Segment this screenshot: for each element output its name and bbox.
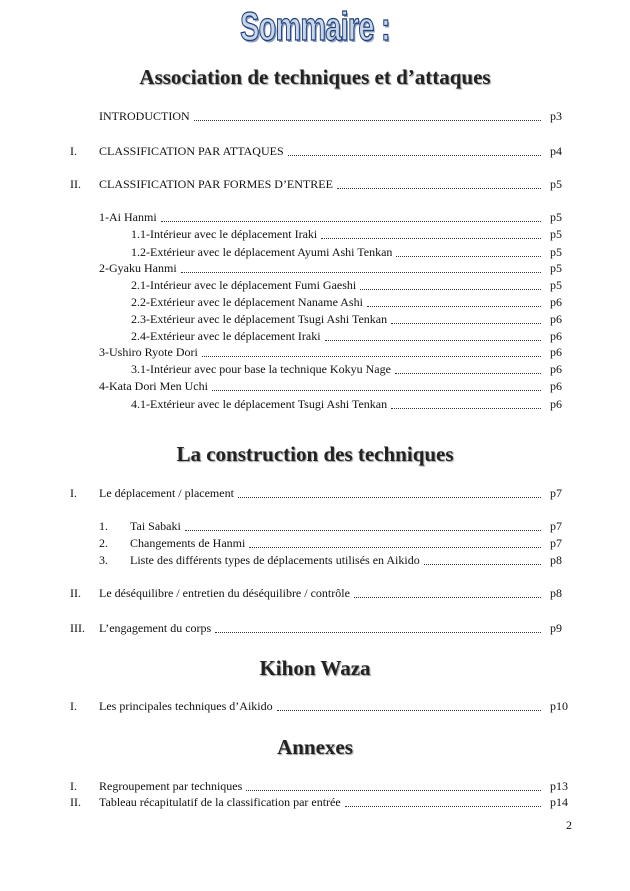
- toc-entry-page: p7: [550, 519, 562, 533]
- toc-entry-label: 1.1-Intérieur avec le déplacement Iraki: [131, 227, 318, 241]
- toc-leader-dots: [391, 408, 541, 409]
- toc-entry-label: L’engagement du corps: [99, 621, 212, 635]
- toc-entry-number: II.: [70, 795, 81, 809]
- toc-entry-page: p5: [550, 245, 562, 259]
- toc-entry-page: p6: [550, 312, 562, 326]
- toc-entry-label: 4-Kata Dori Men Uchi: [99, 379, 208, 393]
- section-heading-construction: La construction des techniques: [176, 442, 454, 466]
- toc-entry[interactable]: [0, 344, 630, 360]
- toc-entry-label: 3-Ushiro Ryote Dori: [99, 345, 198, 359]
- toc-leader-dots: [238, 497, 541, 498]
- toc-entry-page: p13: [550, 779, 568, 793]
- toc-leader-dots: [396, 256, 541, 257]
- toc-leader-dots: [202, 356, 541, 357]
- toc-entry-page: p7: [550, 486, 562, 500]
- toc-entry[interactable]: [0, 778, 630, 794]
- toc-leader-dots: [194, 120, 541, 121]
- toc-entry[interactable]: [0, 328, 630, 344]
- toc-entry-page: p10: [550, 699, 568, 713]
- toc-leader-dots: [424, 564, 541, 565]
- toc-entry-label: CLASSIFICATION PAR FORMES D’ENTREE: [99, 177, 333, 191]
- toc-entry[interactable]: [0, 535, 630, 551]
- toc-leader-dots: [395, 373, 541, 374]
- toc-entry-label: 1-Ai Hanmi: [99, 210, 157, 224]
- toc-entry[interactable]: [0, 518, 630, 534]
- toc-entry[interactable]: [0, 311, 630, 327]
- toc-entry[interactable]: [0, 260, 630, 276]
- toc-entry-label: 4.1-Extérieur avec le déplacement Tsugi Ashi Tenkan: [131, 397, 388, 411]
- toc-entry[interactable]: [0, 277, 630, 293]
- toc-entry-label: Liste des différents types de déplacements utilisés en Aikido: [130, 553, 420, 567]
- toc-leader-dots: [185, 530, 541, 531]
- toc-entry-label: 2.3-Extérieur avec le déplacement Tsugi Ashi Tenkan: [131, 312, 388, 326]
- toc-entry[interactable]: [0, 209, 630, 225]
- toc-entry-label: 2.1-Intérieur avec le déplacement Fumi Gaeshi: [131, 278, 357, 292]
- toc-entry-number: I.: [70, 699, 77, 713]
- toc-entry-label: 2.4-Extérieur avec le déplacement Iraki: [131, 329, 321, 343]
- toc-leader-dots: [337, 188, 541, 189]
- page-title: Sommaire :: [240, 5, 390, 49]
- toc-entry[interactable]: [0, 176, 630, 192]
- toc-entry-number: II.: [70, 177, 81, 191]
- toc-entry-page: p4: [550, 144, 562, 158]
- section-heading-kihon-waza: Kihon Waza: [259, 656, 371, 680]
- toc-leader-dots: [321, 238, 541, 239]
- toc-leader-dots: [215, 632, 541, 633]
- toc-entry[interactable]: [0, 396, 630, 412]
- toc-entry-number: 2.: [99, 536, 108, 550]
- toc-entry-number: 3.: [99, 553, 108, 567]
- toc-leader-dots: [354, 597, 541, 598]
- toc-leader-dots: [161, 221, 541, 222]
- toc-leader-dots: [345, 806, 541, 807]
- toc-entry[interactable]: [0, 378, 630, 394]
- toc-entry[interactable]: [0, 620, 630, 636]
- toc-entry[interactable]: [0, 244, 630, 260]
- toc-entry-label: 1.2-Extérieur avec le déplacement Ayumi Ashi Tenkan: [131, 245, 393, 259]
- toc-entry-page: p5: [550, 227, 562, 241]
- toc-entry[interactable]: [0, 485, 630, 501]
- toc-entry-page: p6: [550, 379, 562, 393]
- toc-leader-dots: [367, 306, 541, 307]
- toc-entry-page: p6: [550, 345, 562, 359]
- toc-entry-page: p8: [550, 553, 562, 567]
- toc-entry-number: I.: [70, 486, 77, 500]
- page-number: 2: [566, 818, 572, 832]
- toc-leader-dots: [277, 710, 541, 711]
- toc-entry[interactable]: [0, 226, 630, 242]
- toc-entry-number: I.: [70, 144, 77, 158]
- toc-entry-page: p5: [550, 210, 562, 224]
- toc-entry-page: p6: [550, 397, 562, 411]
- toc-leader-dots: [325, 340, 541, 341]
- toc-entry[interactable]: [0, 552, 630, 568]
- toc-entry-label: Le déplacement / placement: [99, 486, 234, 500]
- section-heading-annexes: Annexes: [277, 735, 353, 759]
- toc-entry-label: 2-Gyaku Hanmi: [99, 261, 177, 275]
- toc-entry[interactable]: [0, 294, 630, 310]
- toc-entry-number: 1.: [99, 519, 108, 533]
- toc-entry-label: 3.1-Intérieur avec pour base la technique Kokyu Nage: [131, 362, 391, 376]
- toc-entry[interactable]: [0, 108, 630, 124]
- toc-entry-page: p6: [550, 295, 562, 309]
- toc-entry-number: I.: [70, 779, 77, 793]
- toc-leader-dots: [360, 289, 541, 290]
- toc-entry[interactable]: [0, 698, 630, 714]
- toc-leader-dots: [391, 323, 541, 324]
- toc-entry-number: II.: [70, 586, 81, 600]
- toc-leader-dots: [249, 547, 541, 548]
- toc-entry[interactable]: [0, 585, 630, 601]
- toc-entry-number: III.: [70, 621, 85, 635]
- toc-entry-label: Les principales techniques d’Aikido: [99, 699, 273, 713]
- toc-entry-label: Le déséquilibre / entretien du déséquilibre / contrôle: [99, 586, 350, 600]
- toc-leader-dots: [246, 790, 541, 791]
- toc-entry[interactable]: [0, 361, 630, 377]
- toc-entry-page: p5: [550, 177, 562, 191]
- toc-entry-label: Tableau récapitulatif de la classification par entrée: [99, 795, 341, 809]
- toc-entry-page: p3: [550, 109, 562, 123]
- toc-entry[interactable]: [0, 143, 630, 159]
- toc-entry-page: p9: [550, 621, 562, 635]
- toc-entry-label: Changements de Hanmi: [130, 536, 246, 550]
- toc-entry-label: Tai Sabaki: [130, 519, 181, 533]
- toc-entry-label: Regroupement par techniques: [99, 779, 243, 793]
- toc-entry-page: p14: [550, 795, 568, 809]
- toc-entry-page: p5: [550, 278, 562, 292]
- toc-entry-label: 2.2-Extérieur avec le déplacement Naname Ashi: [131, 295, 363, 309]
- toc-entry-page: p6: [550, 362, 562, 376]
- section-heading-association: Association de techniques et d’attaques: [139, 65, 491, 89]
- toc-leader-dots: [288, 155, 541, 156]
- toc-entry-page: p7: [550, 536, 562, 550]
- toc-leader-dots: [212, 390, 541, 391]
- toc-entry[interactable]: [0, 794, 630, 810]
- toc-entry-label: CLASSIFICATION PAR ATTAQUES: [99, 144, 284, 158]
- toc-entry-label: INTRODUCTION: [99, 109, 190, 123]
- toc-leader-dots: [181, 272, 541, 273]
- toc-entry-page: p5: [550, 261, 562, 275]
- toc-entry-page: p6: [550, 329, 562, 343]
- toc-entry-page: p8: [550, 586, 562, 600]
